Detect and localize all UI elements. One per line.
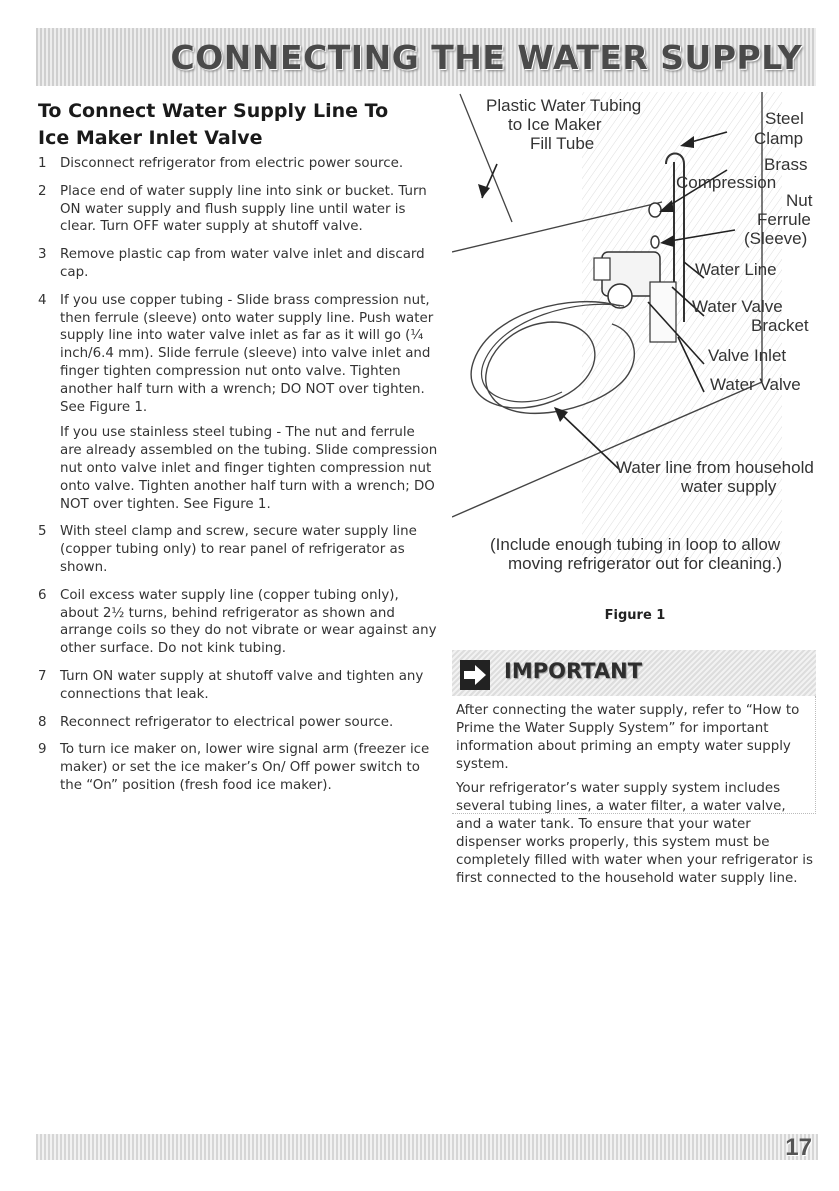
step-item — [38, 183, 438, 236]
step-item — [38, 246, 438, 282]
label-water-supply: water supply — [681, 477, 777, 496]
valve-bracket — [650, 282, 676, 342]
step-item — [38, 292, 438, 514]
footer-bar — [36, 1134, 818, 1160]
step-text: Coil excess water supply line (copper tubing only), about 2½ turns, behind refrigerator as shown and arrange coils so they do not vibrate or wear against any other surface. Do not kink tubing. — [60, 587, 437, 657]
label-nut: Nut — [786, 191, 813, 210]
step-item — [38, 155, 438, 173]
label-fill-tube: Fill Tube — [530, 134, 595, 153]
valve-solenoid — [594, 258, 610, 280]
step-number: 8 — [38, 714, 47, 730]
label-water-valve: Water Valve — [710, 375, 801, 394]
step-number: 3 — [38, 247, 47, 263]
label-sleeve: (Sleeve) — [744, 229, 808, 248]
label-water-line: Water Line — [695, 260, 777, 279]
step-text: With steel clamp and screw, secure water supply line (copper tubing only) to rear panel of refrigerator as shown. — [60, 524, 417, 575]
step-text: If you use stainless steel tubing - The nut and ferrule are already assembled on the tubing. Slide compression nut onto valve inlet and finger tighten compression nut onto valve. Tighten another half turn with a wrench; DO NOT over tighten. See Figure 1. — [60, 425, 438, 512]
arrowhead — [478, 184, 490, 198]
section-heading — [38, 98, 438, 152]
step-text: To turn ice maker on, lower wire signal arm (freezer ice maker) or set the ice maker’s On/ Off power switch to the “On” position (fresh food ice maker). — [60, 742, 430, 793]
step-text: Disconnect refrigerator from electric power source. — [60, 156, 404, 171]
label-water-valve-bracket-1: Water Valve — [692, 297, 783, 316]
label-bracket: Bracket — [751, 316, 809, 335]
label-brass: Brass — [764, 155, 808, 174]
steps-list — [38, 155, 438, 805]
step-number: 6 — [38, 587, 47, 603]
section-heading-line-1: To Connect Water Supply Line To — [38, 100, 389, 122]
figure-caption: Figure 1 — [604, 608, 666, 623]
important-body — [452, 696, 816, 886]
label-valve-inlet: Valve Inlet — [708, 346, 787, 365]
step-item — [38, 587, 438, 658]
label-steel: Steel — [765, 109, 804, 128]
step-number: 4 — [38, 292, 47, 308]
section-heading-line-2: Ice Maker Inlet Valve — [38, 127, 263, 149]
arrow-right-icon — [460, 660, 490, 690]
step-item — [38, 741, 438, 794]
important-title: IMPORTANT — [504, 659, 643, 683]
important-paragraph: Your refrigerator’s water supply system includes several tubing lines, a water filter, a water valve, and a water tank. To ensure that your water dispenser works properly, this system must be completely filled with water when your refrigerator is first connected to the household water supply line. — [456, 781, 813, 886]
step-number: 9 — [38, 742, 47, 758]
step-item — [38, 523, 438, 576]
important-header — [452, 650, 816, 696]
figure-water-valve-diagram — [452, 92, 824, 592]
step-item — [38, 714, 438, 732]
step-number: 5 — [38, 524, 47, 540]
step-number: 1 — [38, 156, 47, 171]
label-compression: Compression — [676, 173, 777, 192]
label-note-line-1: (Include enough tubing in loop to allow — [490, 535, 781, 554]
step-text: Turn ON water supply at shutoff valve and tighten any connections that leak. — [60, 668, 424, 702]
step-text: If you use copper tubing - Slide brass compression nut, then ferrule (sleeve) onto water supply line. Push water supply line into water valve inlet as far as it will go (¼ inch/6.4 mm). Slide ferrule (sleeve) into valve inlet and finger tighten compression nut onto valve. Tighten another half turn with a wrench; DO NOT over tighten. See Figure 1. — [60, 292, 434, 415]
step-text: Remove plastic cap from water valve inlet and discard cap. — [60, 247, 425, 280]
label-plastic-water-tubing: Plastic Water Tubing — [486, 96, 642, 115]
label-ferrule: Ferrule — [757, 210, 811, 229]
label-note-line-2: moving refrigerator out for cleaning.) — [508, 554, 783, 573]
step-number: 2 — [38, 183, 47, 199]
banner-title: CONNECTING THE WATER SUPPLY — [170, 38, 802, 77]
step-text: Reconnect refrigerator to electrical power source. — [60, 714, 394, 730]
label-to-ice-maker: to Ice Maker — [508, 115, 602, 134]
label-water-line-household: Water line from household — [616, 458, 814, 477]
compression-nut-shape — [649, 203, 661, 217]
step-number: 7 — [38, 668, 47, 684]
ferrule-shape — [651, 236, 659, 248]
step-text: Place end of water supply line into sink or bucket. Turn ON water supply and flush supply line until water is clear. Turn OFF water supply at shutoff valve. — [60, 183, 427, 235]
page-banner — [36, 28, 816, 86]
important-paragraph: After connecting the water supply, refer to “How to Prime the Water Supply System” for important information about priming an empty water supply system. — [456, 703, 800, 772]
label-clamp: Clamp — [754, 129, 804, 148]
step-item — [38, 668, 438, 704]
page-number: 17 — [785, 1134, 812, 1161]
